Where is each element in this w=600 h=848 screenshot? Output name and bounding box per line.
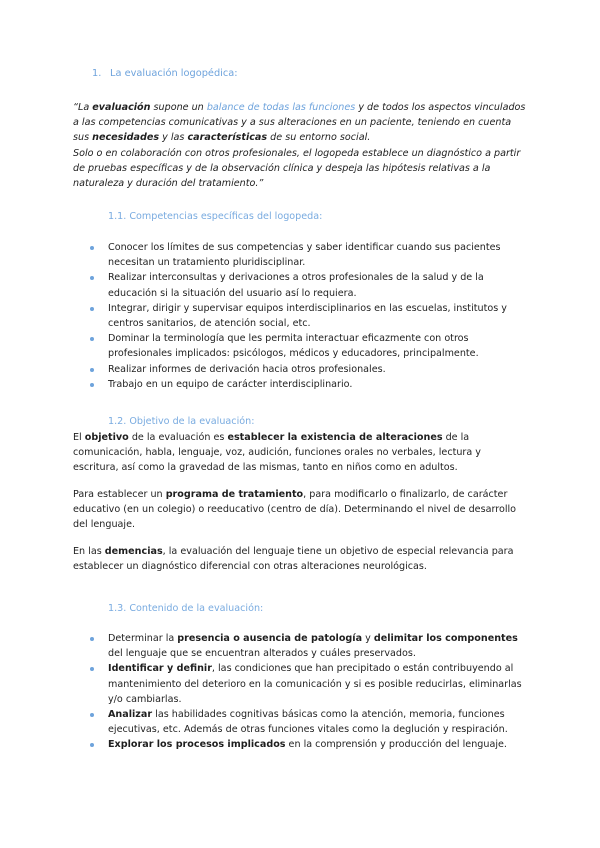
paragraph-text: En las [73,546,105,557]
bold-presencia: presencia o ausencia de patología [177,633,363,644]
bold-identificar: Identificar y definir [108,663,212,675]
list-item-text: Determinar la [108,633,178,644]
paragraph-text: de la evaluación es [128,432,228,443]
intro-quote [73,100,528,191]
quote-text: de su entorno social. [267,132,371,144]
bold-delimitar: delimitar los componentes [373,633,518,644]
list-item-text: Conocer los límites de sus competencias y saber identificar cuando sus pacientes necesitan un tratamiento pluridisciplinar. [108,242,501,269]
list-item [90,270,530,300]
list-item-text: Dominar la terminología que les permita interactuar eficazmente con otros profesionales implicados: psicólogos, médicos y educadores, principalmente. [108,333,479,360]
section-1-1-heading: 1.1. Competencias específicas del logopeda: [108,211,323,222]
list-item-text: Integrar, dirigir y supervisar equipos interdisciplinarios en las escuelas, institutos y centros sanitarios, de atención social, etc. [108,302,507,330]
quote-bold-necesidades: necesidades [92,132,160,144]
bullet-icon [90,337,94,341]
contenido-list [90,631,530,753]
list-item [90,377,530,392]
bold-demencias: demencias [104,546,163,557]
list-item-text: Trabajo en un equipo de carácter interdisciplinario. [108,378,353,390]
list-item [90,737,530,752]
bold-objetivo: objetivo [84,432,129,443]
paragraph-text: Para establecer un [73,489,166,500]
paragraph-text: , para modificarlo o finalizarlo, de carácter educativo (en un colegio) o reeducativo (centro de día). Determinando el nivel de desarrollo del lenguaje. [73,489,517,531]
list-item-text: las habilidades cognitivas básicas como la atención, memoria, funciones ejecutivas, etc. Además de otras funciones vitales como la deglución y respiración. [108,709,508,736]
programa-paragraph [73,487,528,533]
bold-explorar: Explorar los procesos implicados [108,739,286,751]
section-1-number: 1. [92,68,102,79]
demencias-paragraph [73,544,528,574]
list-item-text: Realizar interconsultas y derivaciones a otros profesionales de la salud y de la educación si la situación del usuario así lo requiera. [108,272,484,299]
list-item [90,631,530,661]
section-1-2-heading: 1.2. Objetivo de la evaluación: [108,416,255,427]
list-item [90,362,530,377]
quote-text: y las [159,132,188,144]
bold-programa: programa de tratamiento [165,489,304,500]
quote-text: y de todos los aspectos vinculados a las competencias comunicativas y a sus alteraciones en un paciente, teniendo en cuenta sus [73,102,526,144]
list-item [90,240,530,270]
paragraph-text: de la comunicación, habla, lenguaje, voz, audición, funciones orales no verbales, lectura y escritura, así como la gravedad de las mismas, tanto en niños como en adultos. [73,432,481,474]
quote-text: supone un [150,102,207,113]
bullet-icon [90,368,94,372]
list-item [90,301,530,331]
list-item-text: Realizar informes de derivación hacia otros profesionales. [108,363,386,375]
bold-analizar: Analizar [108,709,153,721]
list-item [90,331,530,361]
paragraph-text: , la evaluación del lenguaje tiene un objetivo de especial relevancia para establecer un diagnóstico diferencial con otras alteraciones neurológicas. [73,546,514,573]
objetivo-paragraph [73,430,528,476]
section-1-3-heading: 1.3. Contenido de la evaluación: [108,603,264,614]
section-1-heading [92,68,238,79]
list-item-text: , las condiciones que han precipitado o están contribuyendo al mantenimiento del deterioro en la comunicación y si es posible reducirlas, eliminarlas y/o cambiarlas. [108,663,522,705]
bullet-icon [90,307,94,311]
paragraph-text: El [73,432,85,443]
list-item [90,707,530,737]
list-item-text: en la comprensión y producción del lenguaje. [285,739,507,751]
quote-text: “La [73,102,93,113]
quote-bold-caracteristicas: características [187,132,268,144]
quote-text: Solo o en colaboración con otros profesionales, el logopeda establece un diagnóstico a partir de pruebas específicas y de la observación clínica y despeja las hipótesis relativas a la naturaleza y duración del tratamiento.” [73,147,521,190]
section-1-title: La evaluación logopédica: [110,68,238,79]
bullet-icon [90,743,94,747]
bullet-icon [90,637,94,641]
list-item-text: del lenguaje que se encuentran alterados y cuáles preservados. [108,648,416,660]
bold-establecer: establecer la existencia de alteraciones [227,432,443,443]
list-item [90,661,530,707]
bullet-icon [90,383,94,387]
bullet-icon [90,667,94,671]
competencias-list [90,240,530,392]
bullet-icon [90,276,94,280]
bullet-icon [90,246,94,250]
list-item-text: y [362,633,374,644]
quote-highlight-balance: balance de todas las funciones [206,102,356,113]
bullet-icon [90,713,94,717]
quote-bold-evaluacion: evaluación [92,102,151,113]
